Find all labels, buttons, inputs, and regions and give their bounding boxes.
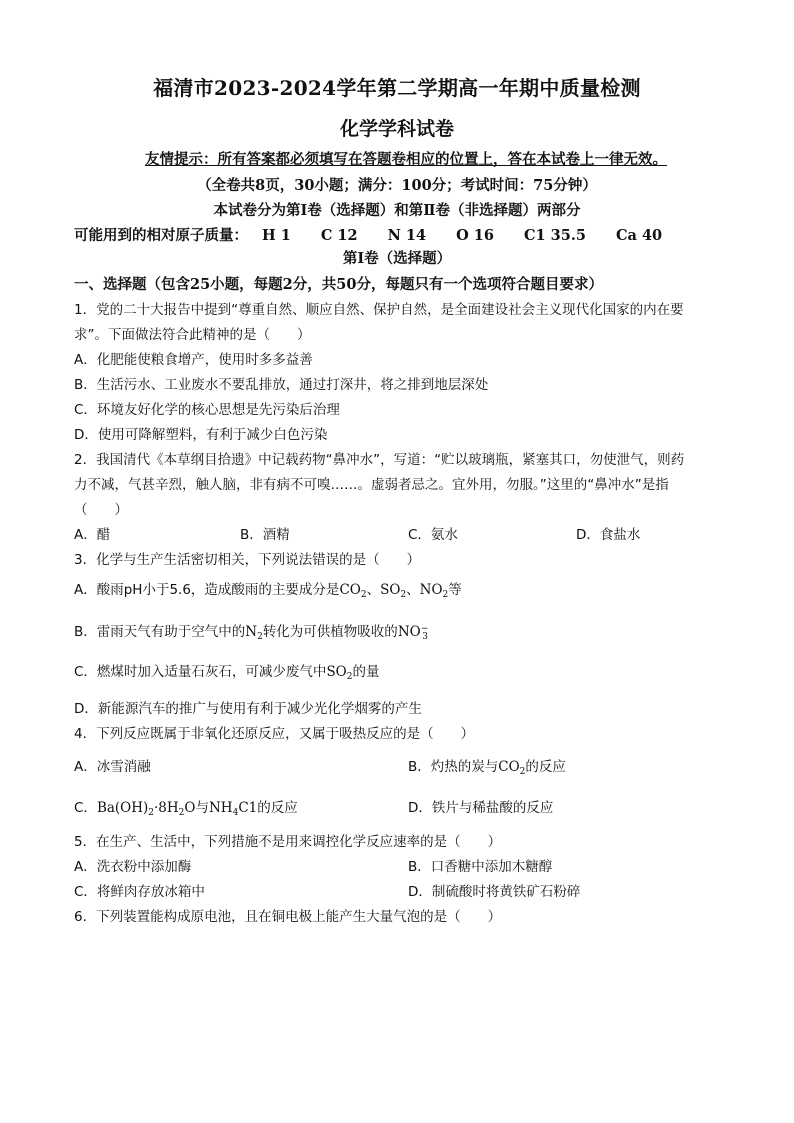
- q5-option-d: D．制硫酸时将黄铁矿石粉碎: [408, 884, 581, 900]
- volume-heading: 第Ⅰ卷（选择题）: [342, 250, 452, 267]
- q2-stem-line2: 力不减，气甚辛烈，触人脑，非有病不可嗅……。虚弱者忌之。宜外用，勿服。”这里的“鼻冲水”是指: [74, 477, 669, 493]
- exam-info: （全卷共8页，30小题；满分：100分；考试时间：75分钟）: [197, 177, 597, 194]
- formula-co2: $CO_2$: [498, 759, 526, 777]
- q4-stem: 4．下列反应既属于非氧化还原反应，又属于吸热反应的是（ ）: [74, 726, 475, 742]
- q3-option-d: D．新能源汽车的推广与使用有利于减少光化学烟雾的产生: [74, 701, 422, 717]
- q2-stem-line3: （ ）: [74, 502, 128, 518]
- section-heading: 一、选择题（包含25小题，每题2分，共50分，每题只有一个选项符合题目要求）: [74, 276, 603, 293]
- formula-barium-hydroxide: $Ba(OH)_2\cdot 8H_2O$: [96, 800, 196, 818]
- q4-option-a: A．冰雪消融: [74, 759, 151, 775]
- formula-so2: $SO_2$: [380, 582, 407, 600]
- q2-option-b: B．酒精: [240, 527, 290, 543]
- q2-option-d: D．食盐水: [576, 527, 641, 543]
- q1-stem-line2: 求”。下面做法符合此精神的是（ ）: [74, 327, 311, 343]
- formula-so2: $SO_2$: [326, 664, 353, 682]
- exam-parts: 本试卷分为第Ⅰ卷（选择题）和第Ⅱ卷（非选择题）两部分: [213, 202, 581, 219]
- q4-option-d: D．铁片与稀盐酸的反应: [408, 800, 554, 816]
- atomic-mass-item: C 12: [320, 227, 358, 244]
- atomic-mass-item: C1 35.5: [523, 227, 586, 244]
- q5-option-b: B．口香糖中添加木糖醇: [408, 859, 553, 875]
- atomic-mass-label: 可能用到的相对原子质量：: [74, 227, 248, 244]
- q4-option-c: C．$Ba(OH)_2\cdot 8H_2O$与$NH_4C1$的反应: [74, 800, 298, 818]
- formula-no2: $NO_2$: [419, 582, 449, 600]
- formula-n2: $N_2$: [245, 624, 263, 642]
- q2-option-c: C．氨水: [408, 527, 458, 543]
- q2-option-a: A．醋: [74, 527, 111, 543]
- q5-option-c: C．将鲜肉存放冰箱中: [74, 884, 205, 900]
- atomic-mass-row: [74, 224, 692, 245]
- friendly-tip: 友情提示：所有答案都必须填写在答题卷相应的位置上，答在本试卷上一律无效。: [145, 151, 667, 168]
- q5-stem: 5．在生产、生活中，下列措施不是用来调控化学反应速率的是（ ）: [74, 834, 502, 850]
- exam-title: 福清市2023-2024学年第二学期高一年期中质量检测: [153, 76, 641, 100]
- q3-option-a: A．酸雨pH小于5.6，造成酸雨的主要成分是$CO_2$、$SO_2$、$NO_2$等: [74, 582, 462, 600]
- atomic-mass-item: O 16: [456, 227, 494, 244]
- q2-stem-line1: 2．我国清代《本草纲目拾遗》中记载药物“鼻冲水”，写道：“贮以玻璃瓶，紧塞其口，勿使泄气，则药: [74, 452, 685, 468]
- atomic-mass-item: Ca 40: [615, 227, 663, 244]
- formula-ammonium-chloride: $NH_4C1$: [208, 800, 258, 818]
- q1-option-a: A．化肥能使粮食增产，使用时多多益善: [74, 352, 313, 368]
- formula-no3-ion: $NO^-_3$: [397, 624, 429, 642]
- q1-option-b: B．生活污水、工业废水不要乱排放，通过打深井，将之排到地层深处: [74, 377, 489, 393]
- q1-option-c: C．环境友好化学的核心思想是先污染后治理: [74, 402, 340, 418]
- q5-option-a: A．洗衣粉中添加酶: [74, 859, 192, 875]
- exam-subtitle: 化学学科试卷: [339, 118, 454, 140]
- q1-option-d: D．使用可降解塑料，有利于减少白色污染: [74, 427, 328, 443]
- q3-stem: 3．化学与生产生活密切相关，下列说法错误的是（ ）: [74, 552, 421, 568]
- q6-stem: 6．下列装置能构成原电池，且在铜电极上能产生大量气泡的是（ ）: [74, 909, 502, 925]
- q1-stem-line1: 1．党的二十大报告中提到“尊重自然、顺应自然、保护自然，是全面建设社会主义现代化国家的内在要: [74, 302, 684, 318]
- atomic-mass-item: N 14: [387, 227, 427, 244]
- q4-option-b: B．灼热的炭与$CO_2$的反应: [408, 759, 566, 777]
- atomic-mass-item: H 1: [262, 227, 291, 244]
- q3-option-c: C．燃煤时加入适量石灰石，可减少废气中$SO_2$的量: [74, 664, 380, 682]
- formula-co2: $CO_2$: [339, 582, 367, 600]
- q3-option-b: B．雷雨天气有助于空气中的$N_2$转化为可供植物吸收的$NO^-_3$: [74, 624, 429, 642]
